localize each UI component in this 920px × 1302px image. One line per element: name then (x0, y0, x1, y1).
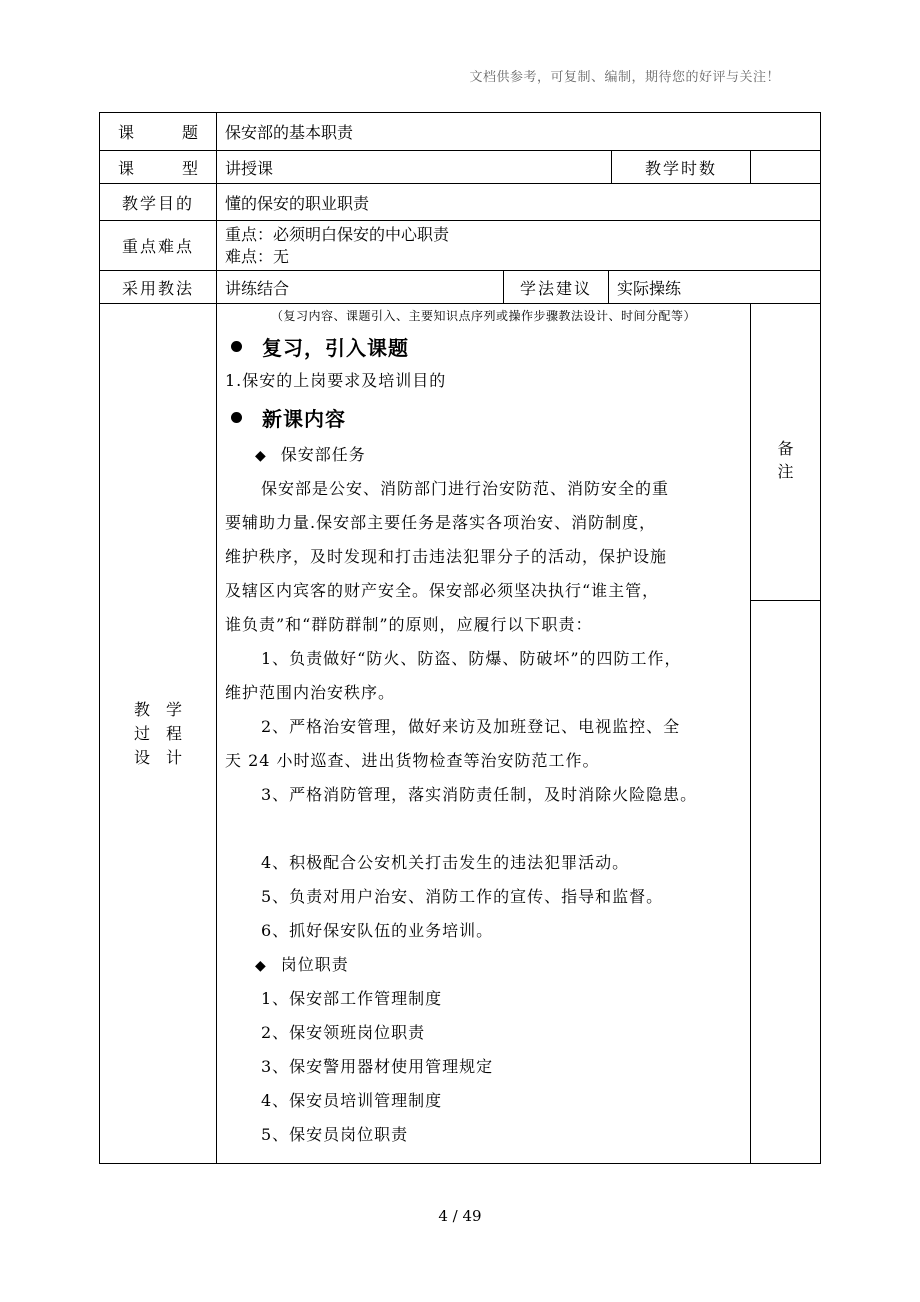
section-review: 复习，引入课题 (225, 326, 742, 366)
duty-line: 天 24 小时巡查、进出货物检查等治安防范工作。 (225, 751, 600, 770)
post-item: 2、保安领班岗位职责 (261, 1023, 426, 1042)
bullet-icon (231, 341, 242, 352)
diamond-icon: ◆ (255, 958, 267, 974)
goal-label: 教学目的 (100, 184, 217, 221)
note-label: 备注 (777, 439, 812, 481)
method-value: 讲练结合 (217, 271, 504, 304)
row-type (100, 151, 821, 184)
row-key (100, 221, 821, 271)
row-design (100, 304, 821, 1164)
page-number: 4 / 49 (438, 1207, 482, 1225)
goal-value: 懂的保安的职业职责 (217, 184, 821, 221)
row-method (100, 271, 821, 304)
difficulty: 难点：无 (225, 246, 290, 266)
post-item: 3、保安警用器材使用管理规定 (261, 1057, 494, 1076)
row-course (100, 113, 821, 151)
para-line: 谁负责”和“群防群制”的原则，应履行以下职责： (225, 615, 593, 634)
note-box (751, 304, 820, 601)
subsection-tasks: ◆ 保安部任务 (255, 445, 366, 464)
lesson-plan-table (99, 112, 821, 1164)
para-line: 要辅助力量.保安部主要任务是落实各项治安、消防制度， (225, 513, 657, 532)
review-item: 1.保安的上岗要求及培训目的 (225, 371, 447, 390)
subsection-posts: ◆ 岗位职责 (255, 955, 349, 974)
para-line: 保安部是公安、消防部门进行治安防范、消防安全的重 (261, 479, 670, 498)
post-item: 5、保安员岗位职责 (261, 1125, 409, 1144)
post-item: 1、保安部工作管理制度 (261, 989, 443, 1008)
hours-label: 教学时数 (612, 151, 751, 184)
note-column (751, 304, 821, 1164)
para-line: 及辖区内宾客的财产安全。保安部必须坚决执行“谁主管， (225, 581, 660, 600)
method-label: 采用教法 (100, 271, 217, 304)
header-note: 文档供参考，可复制、编制，期待您的好评与关注！ (469, 70, 780, 85)
hours-value (751, 151, 821, 184)
duty-line: 3、严格消防管理，落实消防责任制，及时消除火险隐患。 (261, 785, 698, 804)
design-label: 教 学 过 程 设 计 (100, 304, 217, 1164)
type-label: 课 型 (100, 151, 217, 184)
post-item: 4、保安员培训管理制度 (261, 1091, 443, 1110)
section-new: 新课内容 (225, 396, 742, 438)
duty-line: 维护范围内治安秩序。 (225, 683, 396, 702)
duty-line: 4、积极配合公安机关打击发生的违法犯罪活动。 (261, 853, 630, 872)
duty-line: 1、负责做好“防火、防盗、防爆、防破坏”的四防工作， (261, 649, 682, 668)
duty-line: 6、抓好保安队伍的业务培训。 (261, 921, 494, 940)
para-line: 维护秩序，及时发现和打击违法犯罪分子的活动，保护设施 (225, 547, 668, 566)
row-goal (100, 184, 821, 221)
type-value: 讲授课 (217, 151, 612, 184)
study-label: 学法建议 (504, 271, 609, 304)
design-hint: （复习内容、课题引入、主要知识点序列或操作步骤教法设计、时间分配等） (270, 309, 696, 323)
duty-line: 5、负责对用户治安、消防工作的宣传、指导和监督。 (261, 887, 664, 906)
course-label: 课 题 (100, 113, 217, 151)
bullet-icon (231, 412, 242, 423)
study-value: 实际操练 (609, 271, 821, 304)
key-value (217, 221, 821, 271)
course-value: 保安部的基本职责 (217, 113, 821, 151)
design-content (217, 304, 751, 1164)
blank-line (225, 812, 742, 846)
diamond-icon: ◆ (255, 448, 267, 464)
key-point: 重点：必须明白保安的中心职责 (225, 224, 450, 244)
key-label: 重点难点 (100, 221, 217, 271)
duty-line: 2、严格治安管理，做好来访及加班登记、电视监控、全 (261, 717, 681, 736)
